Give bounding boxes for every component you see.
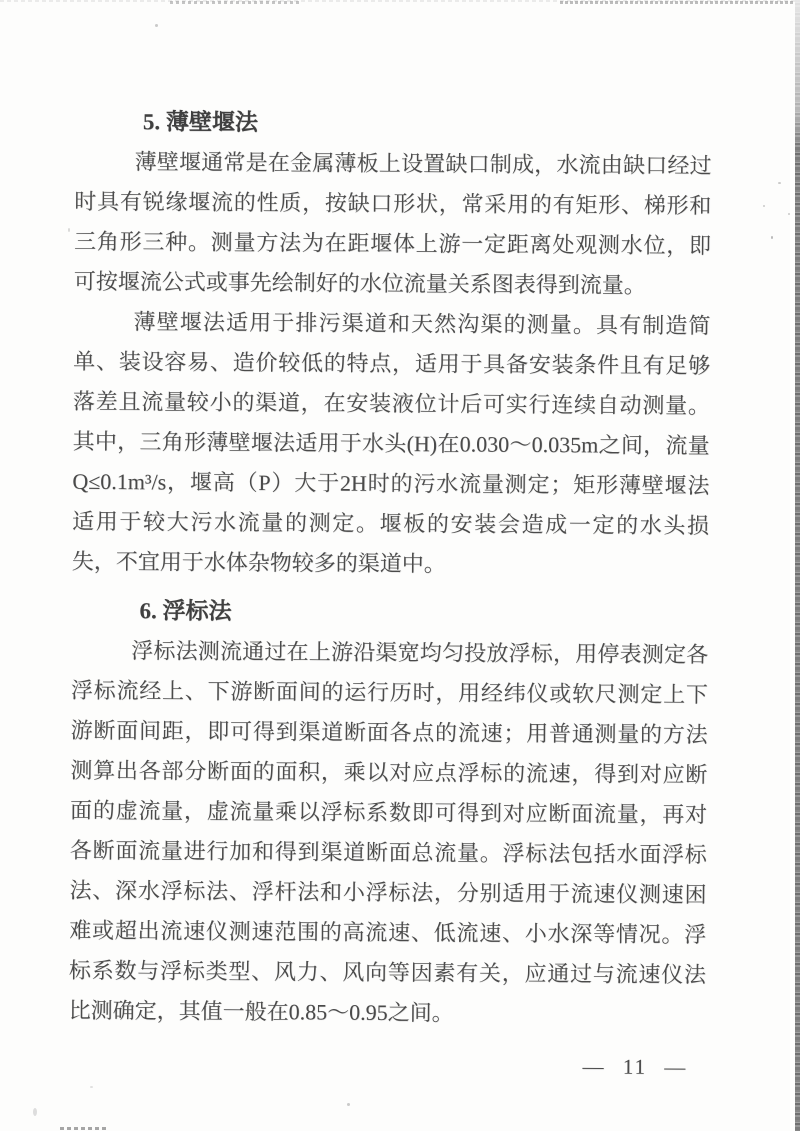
scan-speck (763, 205, 765, 207)
scan-speck (90, 1086, 93, 1088)
scan-speck (771, 236, 773, 239)
paragraph-float-method: 浮标法测流通过在上游沿渠宽均匀投放浮标，用停表测定各浮标流经上、下游断面间的运行历时，用经纬仪或软尺测定上下游断面间距，即可得到渠道断面各点的流速；用普通测量的方法测算出各部分断面的面积，乘以对应点浮标的流速，得到对应断面的虚流量，虚流量乘以浮标系数即可得到对应断面流量，再对各断面流量进行加和得到渠道断面总流量。浮标法包括水面浮标法、深水浮标法、浮杆法和小浮标法，分别适用于流速仪测速困难或超出流速仪测速范围的高流速、低流速、小水深等情况。浮标系数与浮标类型、风力、风向等因素有关，应通过与流速仪法比测确定，其值一般在0.85～0.95之间。 (68, 638, 709, 1026)
scan-speck (788, 213, 790, 215)
scan-speck (347, 1103, 350, 1106)
section-heading-thin-wall-weir: 5. 薄壁堰法 (142, 109, 258, 136)
paragraph-weir-application: 薄壁堰法适用于排污渠道和天然沟渠的测量。具有制造简单、装设容易、造价较低的特点，适用于具备安装条件且有足够落差且流量较小的渠道，在安装液位计后可实行连续自动测量。其中，三角形薄壁堰法适用于水头(H)在0.030～0.035m之间，流量Q≤0.1m³/s，堰高（P）大于2H时的污水流量测定；矩形薄壁堰法适用于较大污水流量的测定。堰板的安装会造成一定的水头损失，不宜用于水体杂物较多的渠道中。 (71, 309, 711, 577)
section-heading-float-method: 6. 浮标法 (139, 598, 232, 624)
scan-speck (155, 24, 158, 27)
scan-artifact-bottom-dashes (60, 1127, 108, 1130)
page-number: — 11 — (582, 1054, 688, 1080)
scan-artifact-right-edge (795, 0, 800, 1131)
scan-speck (33, 1108, 37, 1116)
scan-artifact-top-dashes-right (560, 1, 800, 4)
scan-speck (778, 182, 781, 184)
scan-artifact-top-dashes-left (170, 1, 302, 4)
paragraph-weir-description: 薄壁堰通常是在金属薄板上设置缺口制成，水流由缺口经过时具有锐缘堰流的性质，按缺口形状，常采用的有矩形、梯形和三角形三种。测量方法为在距堰体上游一定距离处观测水位，即可按堰流公式或事先绘制好的水位流量关系图表得到流量。 (73, 149, 712, 298)
document-content (68, 102, 712, 1087)
scan-speck (68, 228, 70, 232)
